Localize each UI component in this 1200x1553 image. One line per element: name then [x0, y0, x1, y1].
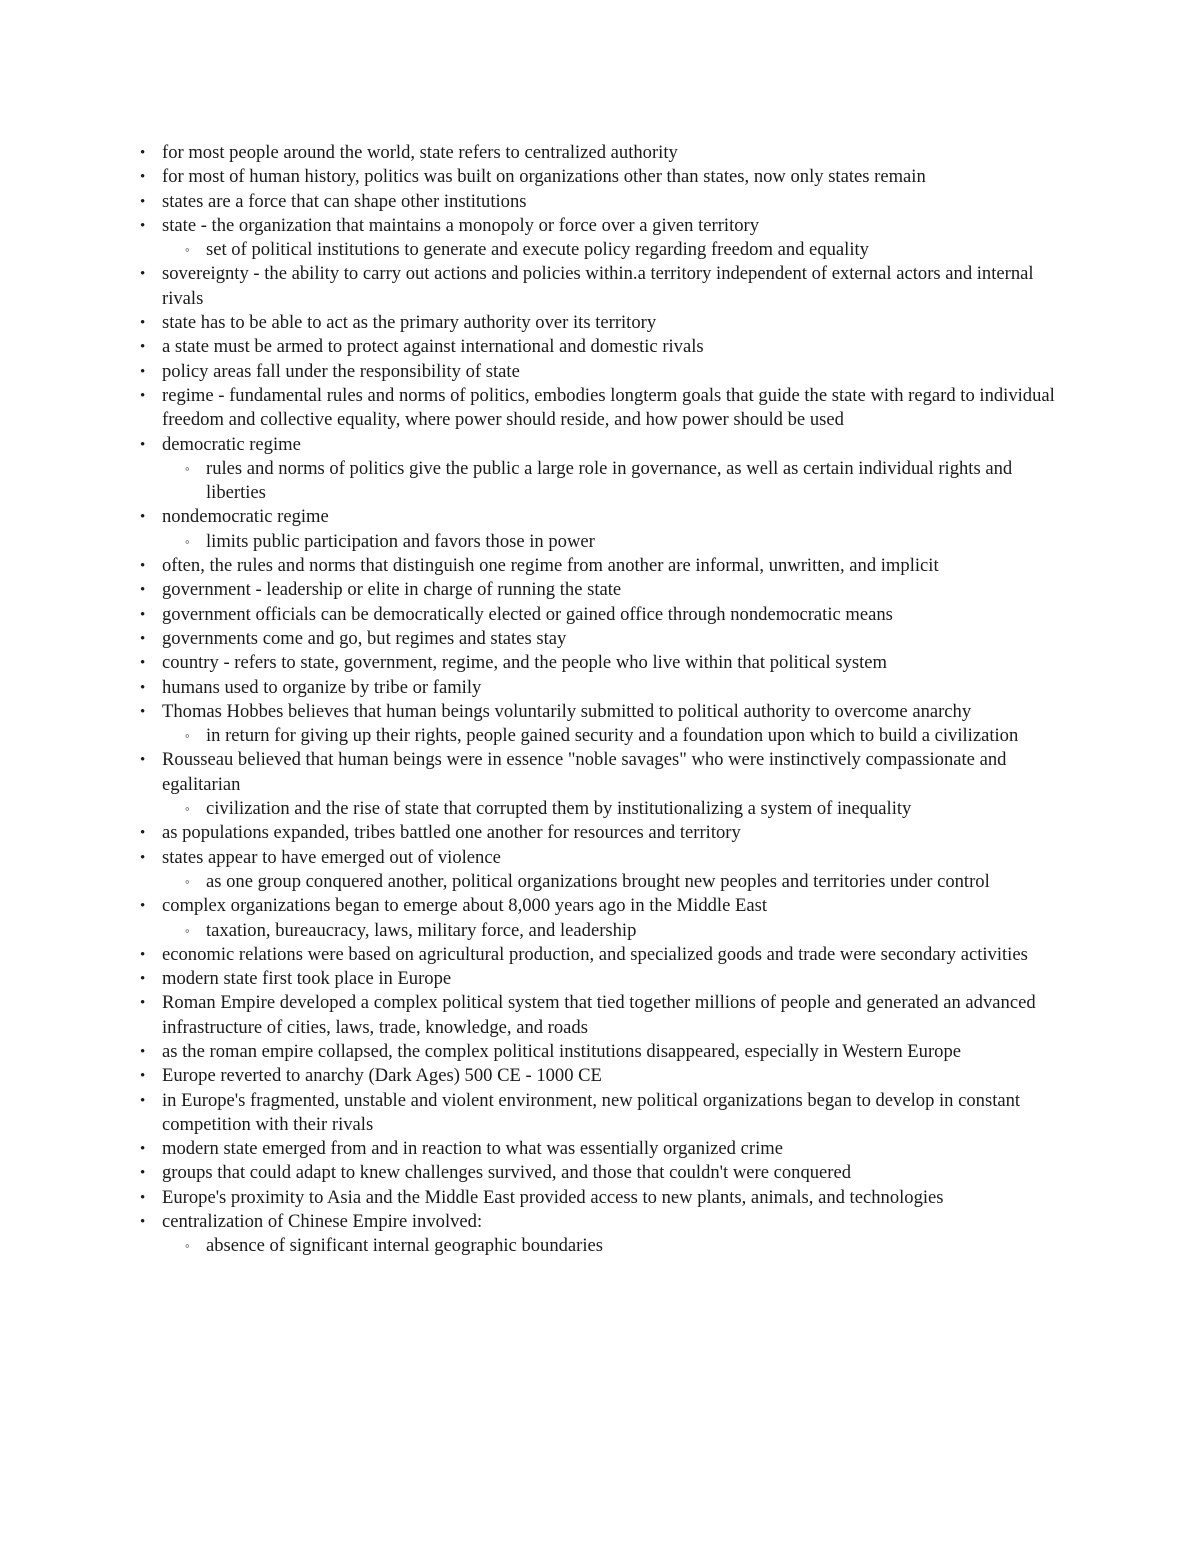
bullet-text: Rousseau believed that human beings were in essence "noble savages" who were instinctively compassionate and egalitarian: [162, 749, 1007, 795]
bullet-icon: •: [140, 995, 146, 1012]
bullet-item: [140, 262, 1060, 311]
bullet-text: modern state first took place in Europe: [162, 968, 452, 990]
bullet-text: rules and norms of politics give the public a large role in governance, as well as certain individual rights and liberties: [206, 457, 1013, 504]
bullet-item: [140, 1040, 1060, 1064]
bullet-item: [140, 991, 1060, 1040]
bullet-icon: •: [140, 703, 146, 720]
sub-bullet-item: [140, 797, 1060, 821]
bullet-item: [140, 821, 1060, 845]
bullet-text: nondemocratic regime: [162, 506, 329, 528]
bullet-item: [140, 384, 1060, 433]
bullet-text: state - the organization that maintains a monopoly or force over a given territory: [162, 214, 760, 236]
notes-list: [140, 141, 1060, 1259]
bullet-icon: •: [140, 946, 146, 963]
bullet-text: absence of significant internal geographic boundaries: [206, 1235, 604, 1257]
bullet-icon: •: [140, 1165, 146, 1182]
bullet-item: [140, 894, 1060, 918]
sub-bullet-item: [140, 238, 1060, 262]
bullet-item: [140, 1210, 1060, 1234]
bullet-text: government - leadership or elite in charge of running the state: [162, 579, 622, 601]
bullet-item: [140, 1161, 1060, 1185]
bullet-item: [140, 165, 1060, 189]
bullet-text: centralization of Chinese Empire involved:: [162, 1211, 483, 1233]
bullet-item: [140, 676, 1060, 700]
bullet-text: civilization and the rise of state that corrupted them by institutionalizing a system of inequality: [206, 798, 912, 820]
sub-bullet-item: [140, 724, 1060, 748]
bullet-text: economic relations were based on agricultural production, and specialized goods and trade were secondary activities: [162, 943, 1028, 965]
bullet-icon: •: [140, 387, 146, 404]
bullet-text: state has to be able to act as the primary authority over its territory: [162, 312, 657, 334]
bullet-icon: •: [140, 1043, 146, 1060]
bullet-text: as one group conquered another, political organizations brought new peoples and territories under control: [206, 870, 990, 892]
bullet-icon: •: [140, 217, 146, 234]
bullet-item: [140, 1137, 1060, 1161]
bullet-text: as the roman empire collapsed, the complex political institutions disappeared, especially in Western Europe: [162, 1040, 962, 1062]
bullet-item: [140, 311, 1060, 335]
bullet-text: often, the rules and norms that distinguish one regime from another are informal, unwritten, and implicit: [162, 555, 939, 577]
bullet-text: country - refers to state, government, regime, and the people who live within that political system: [162, 652, 887, 674]
bullet-item: [140, 141, 1060, 165]
bullet-icon: •: [140, 363, 146, 380]
bullet-icon: •: [140, 606, 146, 623]
sub-bullet-item: [140, 870, 1060, 894]
sub-bullet-item: [140, 919, 1060, 943]
bullet-icon: •: [140, 630, 146, 647]
bullet-icon: •: [140, 169, 146, 186]
bullet-icon: •: [140, 1068, 146, 1085]
bullet-item: [140, 967, 1060, 991]
bullet-icon: •: [140, 145, 146, 161]
bullet-icon: •: [140, 849, 146, 866]
bullet-icon: •: [140, 679, 146, 696]
bullet-icon: •: [140, 1141, 146, 1158]
bullet-text: Europe's proximity to Asia and the Middle East provided access to new plants, animals, and technologies: [162, 1186, 944, 1208]
bullet-text: set of political institutions to generate and execute policy regarding freedom and equality: [206, 239, 869, 261]
bullet-item: [140, 554, 1060, 578]
bullet-text: policy areas fall under the responsibility of state: [162, 360, 520, 382]
bullet-item: [140, 1089, 1060, 1138]
bullet-text: states appear to have emerged out of violence: [162, 846, 501, 868]
bullet-item: [140, 578, 1060, 602]
bullet-item: [140, 505, 1060, 529]
bullet-text: modern state emerged from and in reaction to what was essentially organized crime: [162, 1138, 783, 1160]
bullet-icon: •: [140, 436, 146, 453]
bullet-item: [140, 603, 1060, 627]
bullet-text: sovereignty - the ability to carry out actions and policies within.a territory independent of external actors and internal rivals: [162, 263, 1034, 309]
bullet-item: [140, 846, 1060, 870]
hollow-bullet-icon: ◦: [185, 1238, 190, 1254]
bullet-text: regime - fundamental rules and norms of politics, embodies longterm goals that guide the state with regard to individual freedom and collective equality, where power should reside, and how power should be used: [162, 384, 1055, 431]
bullet-text: complex organizations began to emerge about 8,000 years ago in the Middle East: [162, 895, 767, 917]
bullet-item: [140, 651, 1060, 675]
hollow-bullet-icon: ◦: [185, 533, 190, 549]
hollow-bullet-icon: ◦: [185, 922, 190, 938]
hollow-bullet-icon: ◦: [185, 460, 190, 476]
bullet-item: [140, 943, 1060, 967]
bullet-item: [140, 1186, 1060, 1210]
bullet-text: Europe reverted to anarchy (Dark Ages) 500 CE - 1000 CE: [162, 1065, 602, 1087]
sub-bullet-item: [140, 1234, 1060, 1258]
sub-bullet-item: [140, 530, 1060, 554]
bullet-icon: •: [140, 752, 146, 769]
bullet-text: governments come and go, but regimes and states stay: [162, 627, 567, 649]
bullet-icon: •: [140, 339, 146, 356]
bullet-item: [140, 1064, 1060, 1088]
bullet-item: [140, 335, 1060, 359]
bullet-icon: •: [140, 582, 146, 599]
bullet-text: in Europe's fragmented, unstable and violent environment, new political organizations began to develop in constant competition with their rivals: [162, 1089, 1021, 1135]
bullet-item: [140, 433, 1060, 457]
bullet-item: [140, 627, 1060, 651]
bullet-icon: •: [140, 315, 146, 332]
bullet-item: [140, 190, 1060, 214]
bullet-icon: •: [140, 266, 146, 283]
bullet-icon: •: [140, 558, 146, 575]
bullet-text: limits public participation and favors those in power: [206, 530, 595, 552]
bullet-text: government officials can be democratically elected or gained office through nondemocratic means: [162, 603, 893, 625]
bullet-item: [140, 360, 1060, 384]
hollow-bullet-icon: ◦: [185, 801, 190, 817]
bullet-icon: •: [140, 1214, 146, 1231]
bullet-icon: •: [140, 655, 146, 672]
bullet-icon: •: [140, 1189, 146, 1206]
bullet-item: [140, 748, 1060, 797]
bullet-text: Thomas Hobbes believes that human beings voluntarily submitted to political authority to overcome anarchy: [162, 700, 972, 722]
bullet-icon: •: [140, 825, 146, 842]
bullet-text: a state must be armed to protect against international and domestic rivals: [162, 336, 704, 358]
bullet-icon: •: [140, 971, 146, 988]
hollow-bullet-icon: ◦: [185, 242, 190, 258]
bullet-icon: •: [140, 898, 146, 915]
bullet-item: [140, 214, 1060, 238]
bullet-icon: •: [140, 1092, 146, 1109]
hollow-bullet-icon: ◦: [185, 873, 190, 889]
bullet-icon: •: [140, 509, 146, 526]
bullet-text: humans used to organize by tribe or family: [162, 676, 482, 698]
bullet-text: states are a force that can shape other institutions: [162, 190, 527, 212]
bullet-text: for most people around the world, state refers to centralized authority: [162, 142, 678, 163]
bullet-text: democratic regime: [162, 433, 301, 455]
bullet-text: in return for giving up their rights, people gained security and a foundation upon which to build a civilization: [206, 725, 1019, 747]
bullet-text: groups that could adapt to knew challenges survived, and those that couldn't were conquered: [162, 1162, 852, 1184]
sub-bullet-item: [140, 457, 1060, 506]
bullet-text: for most of human history, politics was built on organizations other than states, now only states remain: [162, 166, 926, 188]
bullet-icon: •: [140, 193, 146, 210]
bullet-text: taxation, bureaucracy, laws, military force, and leadership: [206, 919, 637, 941]
bullet-text: as populations expanded, tribes battled one another for resources and territory: [162, 822, 741, 844]
bullet-text: Roman Empire developed a complex political system that tied together millions of people and generated an advanced infrastructure of cities, laws, trade, knowledge, and roads: [162, 992, 1036, 1038]
hollow-bullet-icon: ◦: [185, 728, 190, 744]
bullet-item: [140, 700, 1060, 724]
